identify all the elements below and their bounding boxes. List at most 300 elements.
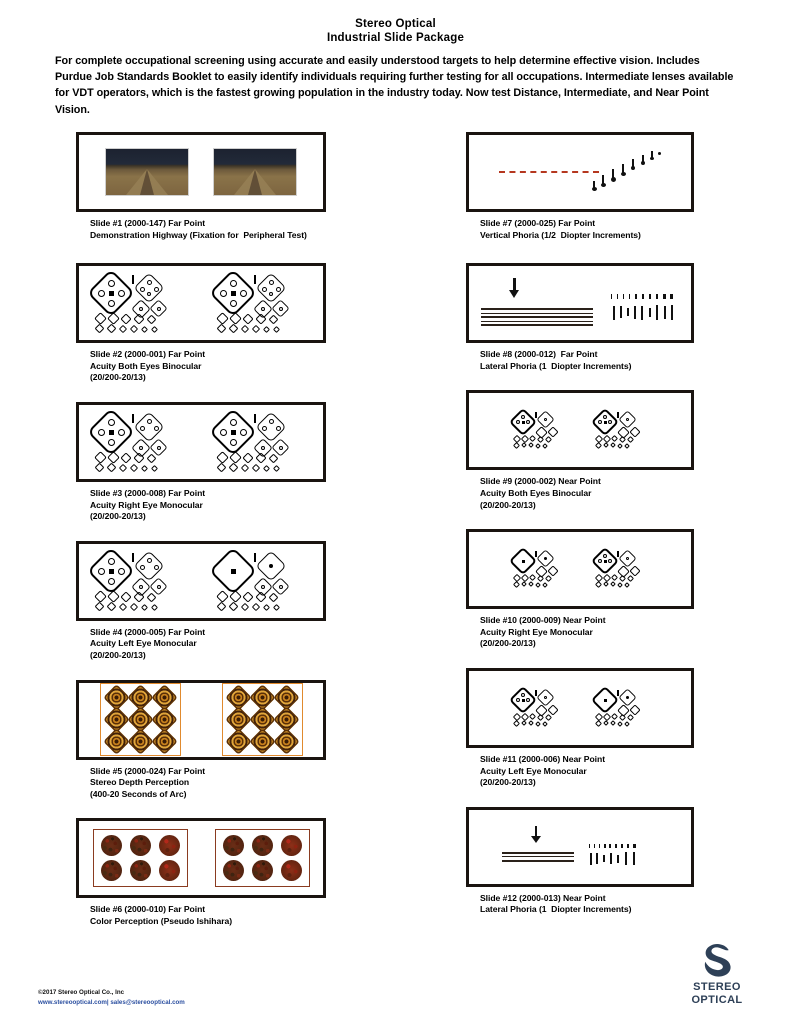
acuity-diamond-xs: [120, 591, 131, 602]
acuity-diamond-xxs: [229, 324, 239, 334]
acuity-diamond-xxs: [521, 720, 527, 726]
acuity-diamond-xxs: [217, 463, 227, 473]
acuity-diamond-xxs: [95, 324, 105, 334]
phoria-stem: [656, 305, 658, 320]
acuity-ring: [526, 698, 530, 702]
acuity-diamond-xxs: [617, 444, 623, 450]
page-header: [0, 0, 791, 118]
acuity-diamond-medium: [133, 273, 164, 304]
acuity-ring: [118, 429, 125, 436]
slide-5-caption-line-3: (400-20 Seconds of Arc): [90, 788, 187, 799]
acuity-ring: [279, 585, 283, 589]
acuity-center-square: [522, 560, 525, 563]
acuity-diamond-xs: [529, 574, 536, 581]
slide-9-frame: [466, 390, 694, 470]
lateral-phoria-figure: [469, 266, 691, 340]
slide-card: [76, 132, 326, 241]
phoria-tick: [633, 844, 636, 848]
acuity-target-left: [511, 549, 567, 589]
acuity-center-square: [109, 430, 114, 435]
acuity-diamond-xs: [269, 454, 279, 464]
acuity-target-left: [90, 411, 190, 473]
acuity-row-marker: [617, 690, 619, 696]
vertical-phoria-scale: [591, 149, 663, 195]
title-line-1: Stereo Optical: [355, 18, 436, 30]
slide-3-caption-line-3: (20/200-20/13): [90, 511, 146, 522]
acuity-target-right: [212, 550, 312, 612]
acuity-row-marker: [132, 553, 134, 562]
ishihara-plate: [130, 835, 151, 856]
phoria-tick: [642, 294, 644, 299]
phoria-tick: [623, 294, 624, 299]
slide-3-caption-line-1: Slide #3 (2000-008) Far Point: [90, 487, 206, 498]
phoria-stem: [633, 852, 635, 865]
acuity-diamond-medium: [133, 411, 164, 442]
acuity-diamond-xs: [94, 590, 107, 603]
phoria-stem: [620, 306, 622, 318]
slide-8-caption-line-1: Slide #8 (2000-012) Far Point: [480, 349, 598, 360]
acuity-diamond-xs: [627, 714, 634, 721]
acuity-ring: [108, 439, 115, 446]
acuity-diamond-xs: [627, 575, 634, 582]
acuity-diamond-xxs: [217, 324, 227, 334]
acuity-target-left: [511, 688, 567, 728]
acuity-ring: [118, 568, 125, 575]
acuity-ring: [108, 558, 115, 565]
slide-8-frame: [466, 263, 694, 343]
phoria-tick: [670, 294, 673, 299]
red-dashed-line: [499, 171, 599, 173]
slide-1-caption-line-2: Demonstration Highway (Fixation for Peripheral Test): [90, 229, 307, 240]
footer-links[interactable]: www.stereooptical.com| sales@stereooptical.com: [38, 999, 185, 1006]
slide-10-caption-line-2: Acuity Right Eye Monocular: [480, 626, 593, 637]
phoria-tick: [629, 294, 630, 299]
phoria-stem: [610, 853, 612, 864]
slide-8-caption-line-2: Lateral Phoria (1 Diopter Increments): [480, 360, 632, 371]
slide-5-caption-line-1: Slide #5 (2000-024) Far Point: [90, 765, 206, 776]
acuity-diamond-xxs: [273, 604, 280, 611]
slide-4-caption-line-3: (20/200-20/13): [90, 649, 146, 660]
stereo-grid-right: [222, 683, 303, 756]
acuity-diamond-xxs: [624, 721, 630, 727]
acuity-diamond-xs: [94, 451, 107, 464]
stereo-optical-logo: [671, 942, 763, 1006]
slide-4-caption-line-1: Slide #4 (2000-005) Far Point: [90, 626, 206, 637]
acuity-pair: [79, 405, 323, 479]
acuity-ring: [108, 419, 115, 426]
acuity-row-marker: [254, 275, 256, 284]
acuity-diamond-xs: [242, 314, 253, 325]
phoria-dot: [658, 152, 661, 155]
acuity-ring: [147, 419, 152, 424]
phoria-band: [481, 308, 593, 310]
acuity-diamond-xxs: [513, 720, 520, 727]
slide-1-caption-line-1: Slide #1 (2000-147) Far Point: [90, 218, 206, 228]
phoria-tick: [635, 294, 637, 299]
acuity-diamond-xs: [147, 315, 157, 325]
acuity-diamond-xs: [242, 591, 253, 602]
highway-pair: [79, 135, 323, 209]
slide-card: [466, 132, 694, 241]
slide-9-caption-line-2: Acuity Both Eyes Binocular: [480, 487, 592, 498]
acuity-diamond-xxs: [130, 464, 138, 472]
lateral-phoria-scale: [611, 294, 683, 328]
ishihara-plate: [223, 860, 244, 881]
acuity-diamond-xxs: [252, 603, 260, 611]
acuity-ring: [261, 446, 265, 450]
ishihara-plate: [223, 835, 244, 856]
acuity-diamond-xxs: [217, 601, 227, 611]
acuity-ring: [108, 578, 115, 585]
phoria-tick: [663, 294, 666, 299]
acuity-diamond-xxs: [252, 325, 260, 333]
acuity-diamond-xs: [603, 574, 611, 582]
acuity-diamond-xxs: [107, 601, 117, 611]
stereo-target: [249, 728, 276, 755]
acuity-ring: [157, 585, 161, 589]
acuity-pair: [469, 532, 691, 606]
acuity-diamond-xs: [627, 436, 634, 443]
slide-2-caption-line-2: Acuity Both Eyes Binocular: [90, 360, 202, 371]
acuity-diamond-xxs: [229, 601, 239, 611]
slide-3-frame: [76, 402, 326, 482]
acuity-ring: [269, 419, 274, 424]
acuity-diamond-xxs: [610, 443, 616, 449]
acuity-diamond-xs: [269, 315, 279, 325]
phoria-tick: [621, 844, 623, 848]
acuity-target-right: [212, 411, 312, 473]
acuity-diamond-xs: [216, 590, 229, 603]
phoria-dot: [611, 177, 616, 182]
phoria-tick: [617, 294, 618, 299]
slide-6-caption-line-1: Slide #6 (2000-010) Far Point: [90, 904, 206, 915]
acuity-ring: [154, 565, 159, 570]
slide-10-frame: [466, 529, 694, 609]
acuity-target-left: [90, 272, 190, 334]
phoria-stem: [634, 306, 636, 319]
phoria-stem: [613, 306, 615, 320]
acuity-diamond-xs: [216, 451, 229, 464]
slide-12-caption-line-2: Lateral Phoria (1 Diopter Increments): [480, 904, 632, 915]
acuity-diamond-xxs: [151, 326, 158, 333]
ishihara-grid-left: [93, 829, 188, 887]
acuity-diamond-xs: [120, 452, 131, 463]
acuity-diamond-xxs: [513, 581, 520, 588]
slide-9-caption-line-1: Slide #9 (2000-002) Near Point: [480, 476, 601, 487]
phoria-dot: [641, 161, 645, 165]
acuity-diamond-xxs: [263, 604, 270, 611]
phoria-tick: [611, 294, 612, 299]
acuity-diamond-xxs: [252, 464, 260, 472]
slide-12-caption-line-1: Slide #12 (2000-013) Near Point: [480, 892, 606, 903]
slide-5-caption-line-2: Stereo Depth Perception: [90, 777, 190, 788]
acuity-ring: [154, 426, 159, 431]
slide-7-caption-line-2: Vertical Phoria (1/2 Diopter Increments): [480, 229, 641, 240]
slide-11-caption-line-2: Acuity Left Eye Monocular: [480, 765, 587, 776]
slide-11-caption-line-1: Slide #11 (2000-006) Near Point: [480, 753, 606, 764]
acuity-diamond-xxs: [528, 443, 534, 449]
acuity-diamond-xxs: [617, 721, 623, 727]
acuity-diamond-xxs: [624, 444, 630, 450]
acuity-diamond-xxs: [151, 604, 158, 611]
phoria-tick: [615, 844, 617, 848]
acuity-diamond-xxs: [130, 325, 138, 333]
acuity-ring: [147, 558, 152, 563]
ishihara-plate: [101, 835, 122, 856]
acuity-ring: [516, 698, 520, 702]
acuity-target-right: [593, 549, 649, 589]
acuity-diamond-xxs: [528, 720, 534, 726]
acuity-diamond-medium: [133, 550, 164, 581]
phoria-band: [502, 852, 574, 854]
acuity-diamond-xxs: [528, 581, 534, 587]
acuity-ring: [262, 426, 267, 431]
phoria-stem: [617, 855, 619, 863]
acuity-ring: [220, 429, 227, 436]
acuity-diamond-xxs: [603, 581, 609, 587]
acuity-diamond-xxs: [542, 721, 548, 727]
ishihara-plate: [281, 860, 302, 881]
acuity-diamond-xs: [147, 592, 157, 602]
acuity-center-square: [522, 421, 525, 424]
ishihara-plate: [130, 860, 151, 881]
arrow-down-icon: [509, 278, 519, 298]
title-line-2: Industrial Slide Package: [326, 31, 465, 44]
lateral-phoria-near-figure: [469, 810, 691, 884]
logo-s-icon: [699, 942, 735, 978]
acuity-ring: [157, 446, 161, 450]
acuity-row-marker: [535, 412, 537, 418]
acuity-ring: [98, 429, 105, 436]
slide-card: [76, 818, 326, 927]
acuity-center-square: [231, 430, 236, 435]
acuity-dot: [269, 564, 273, 568]
acuity-ring: [230, 439, 237, 446]
phoria-stem: [625, 852, 627, 865]
logo-text-line-2: OPTICAL: [691, 993, 743, 1006]
color-pair: [79, 821, 323, 895]
slide-3-caption-line-2: Acuity Right Eye Monocular: [90, 499, 203, 510]
highway-photo-left: [106, 149, 188, 195]
slide-card: [76, 541, 326, 662]
phoria-stem: [671, 305, 673, 320]
phoria-bands: [502, 852, 574, 864]
acuity-target-right: [593, 410, 649, 450]
slide-7-caption-line-1: Slide #7 (2000-025) Far Point: [480, 218, 596, 228]
acuity-diamond-xxs: [603, 720, 609, 726]
phoria-stem: [649, 308, 651, 317]
slide-card: [466, 807, 694, 916]
copyright-text: ©2017 Stereo Optical Co., Inc: [38, 989, 125, 996]
phoria-bands: [481, 308, 593, 328]
acuity-diamond-medium: [255, 273, 286, 304]
phoria-dot: [601, 183, 606, 187]
acuity-ring: [240, 429, 247, 436]
intro-paragraph: For complete occupational screening using accurate and easily understood targets to help determine effective vision. Includes Purdue Job Standards Booklet to easily identify individuals requiring further testing for all occupations. Intermediate lenses available for VDT operators, which is the fastest growing population in the industry today. Now test Distance, Intermediate, and Near Point Vision.: [55, 55, 734, 116]
phoria-tick: [599, 844, 600, 848]
acuity-diamond-xxs: [241, 325, 249, 333]
stereo-target: [103, 728, 130, 755]
phoria-band: [481, 316, 593, 318]
slide-12-frame: [466, 807, 694, 887]
acuity-diamond-xxs: [95, 463, 105, 473]
acuity-diamond-xs: [611, 713, 618, 720]
slide-card: [466, 390, 694, 511]
phoria-stem: [664, 306, 666, 319]
phoria-tick: [589, 844, 590, 848]
acuity-diamond-xs: [147, 454, 157, 464]
acuity-ring: [544, 696, 547, 699]
acuity-diamond-xxs: [263, 465, 270, 472]
acuity-row-marker: [254, 553, 256, 562]
acuity-diamond-xs: [545, 714, 552, 721]
acuity-ring: [139, 585, 143, 589]
vertical-phoria-figure: [469, 135, 691, 209]
acuity-diamond-xxs: [273, 465, 280, 472]
acuity-center-square: [522, 699, 525, 702]
acuity-center-square: [109, 291, 114, 296]
phoria-tick: [604, 844, 606, 848]
acuity-ring: [98, 568, 105, 575]
ishihara-plate: [159, 860, 180, 881]
phoria-tick: [649, 294, 651, 299]
acuity-diamond-xxs: [542, 582, 548, 588]
phoria-stem: [603, 855, 605, 862]
acuity-diamond-xs: [603, 713, 611, 721]
acuity-pair: [469, 671, 691, 745]
acuity-ring: [139, 446, 143, 450]
acuity-diamond-xs: [94, 312, 107, 325]
logo-text-line-1: STEREO: [693, 981, 741, 993]
slide-4-caption-line-2: Acuity Left Eye Monocular: [90, 638, 197, 649]
slide-card: [466, 668, 694, 789]
acuity-diamond-xs: [216, 312, 229, 325]
phoria-dot: [650, 157, 654, 160]
acuity-row-marker: [132, 275, 134, 284]
acuity-diamond-xs: [611, 574, 618, 581]
acuity-pair: [469, 393, 691, 467]
acuity-ring: [276, 426, 281, 431]
acuity-diamond-xxs: [119, 325, 127, 333]
slide-4-frame: [76, 541, 326, 621]
acuity-row-marker: [132, 414, 134, 423]
phoria-tick: [656, 294, 658, 299]
acuity-ring: [230, 419, 237, 426]
acuity-row-marker: [617, 412, 619, 418]
acuity-ring: [279, 446, 283, 450]
acuity-diamond-xxs: [95, 601, 105, 611]
acuity-diamond-xs: [529, 713, 536, 720]
slide-2-caption-line-1: Slide #2 (2000-001) Far Point: [90, 349, 206, 360]
slide-11-frame: [466, 668, 694, 748]
acuity-target-left: [511, 410, 567, 450]
stereo-target: [151, 728, 178, 755]
slide-2-frame: [76, 263, 326, 343]
acuity-diamond-xs: [242, 452, 253, 463]
acuity-target-left: [90, 550, 190, 612]
acuity-diamond-xxs: [241, 603, 249, 611]
acuity-center-square: [109, 569, 114, 574]
acuity-ring: [261, 585, 265, 589]
slide-9-caption-line-3: (20/200-20/13): [480, 499, 536, 510]
acuity-diamond-xxs: [273, 326, 280, 333]
stereo-pair: [79, 683, 323, 757]
page-footer: [38, 988, 185, 1008]
slide-6-caption-line-2: Color Perception (Pseudo Ishihara): [90, 915, 233, 926]
ishihara-plate: [159, 835, 180, 856]
slide-1-frame: [76, 132, 326, 212]
acuity-diamond-xxs: [595, 720, 602, 727]
acuity-center-square: [604, 560, 607, 563]
acuity-diamond-medium: [255, 411, 286, 442]
phoria-band: [502, 856, 574, 857]
acuity-diamond-xxs: [141, 465, 148, 472]
acuity-diamond-xxs: [595, 442, 602, 449]
acuity-ring: [140, 426, 145, 431]
acuity-center-square: [604, 699, 607, 702]
acuity-diamond-xs: [521, 574, 529, 582]
highway-photo-right: [214, 149, 296, 195]
acuity-pair: [79, 544, 323, 618]
acuity-diamond-xxs: [617, 582, 623, 588]
slides-column-right: [466, 132, 694, 916]
acuity-diamond-xxs: [610, 720, 616, 726]
slides-column-left: [76, 132, 326, 928]
slide-card: [76, 402, 326, 523]
phoria-band: [481, 324, 593, 326]
stereo-grid-left: [100, 683, 181, 756]
ishihara-grid-right: [215, 829, 310, 887]
slide-card: [76, 680, 326, 801]
phoria-stem: [627, 308, 629, 316]
phoria-stem: [590, 853, 592, 865]
acuity-diamond-xs: [521, 713, 529, 721]
acuity-diamond-xxs: [119, 464, 127, 472]
slide-10-caption-line-3: (20/200-20/13): [480, 638, 536, 649]
acuity-diamond-xxs: [595, 581, 602, 588]
phoria-band: [481, 321, 593, 322]
acuity-center-square: [231, 291, 236, 296]
acuity-diamond-xxs: [513, 442, 520, 449]
acuity-diamond-xxs: [107, 324, 117, 334]
acuity-diamond-xs: [120, 314, 131, 325]
acuity-diamond-xxs: [107, 463, 117, 473]
slide-7-frame: [466, 132, 694, 212]
acuity-diamond-xxs: [603, 443, 609, 449]
slide-11-caption-line-3: (20/200-20/13): [480, 777, 536, 788]
acuity-ring: [140, 565, 145, 570]
ishihara-plate: [101, 860, 122, 881]
acuity-ring: [521, 693, 525, 697]
acuity-diamond-xxs: [521, 581, 527, 587]
stereo-target: [225, 728, 252, 755]
slide-card: [76, 263, 326, 384]
phoria-tick: [594, 844, 595, 848]
acuity-diamond-xs: [545, 436, 552, 443]
slide-card: [466, 263, 694, 372]
phoria-stem: [641, 306, 643, 320]
acuity-diamond-xs: [545, 575, 552, 582]
arrow-down-icon: [531, 826, 541, 843]
acuity-diamond-xxs: [151, 465, 158, 472]
lateral-phoria-scale: [589, 844, 645, 870]
phoria-band: [481, 313, 593, 314]
acuity-row-marker: [254, 414, 256, 423]
acuity-target-right: [212, 272, 312, 334]
acuity-diamond-xxs: [241, 464, 249, 472]
phoria-tick: [609, 844, 611, 848]
acuity-diamond-xxs: [535, 582, 541, 588]
